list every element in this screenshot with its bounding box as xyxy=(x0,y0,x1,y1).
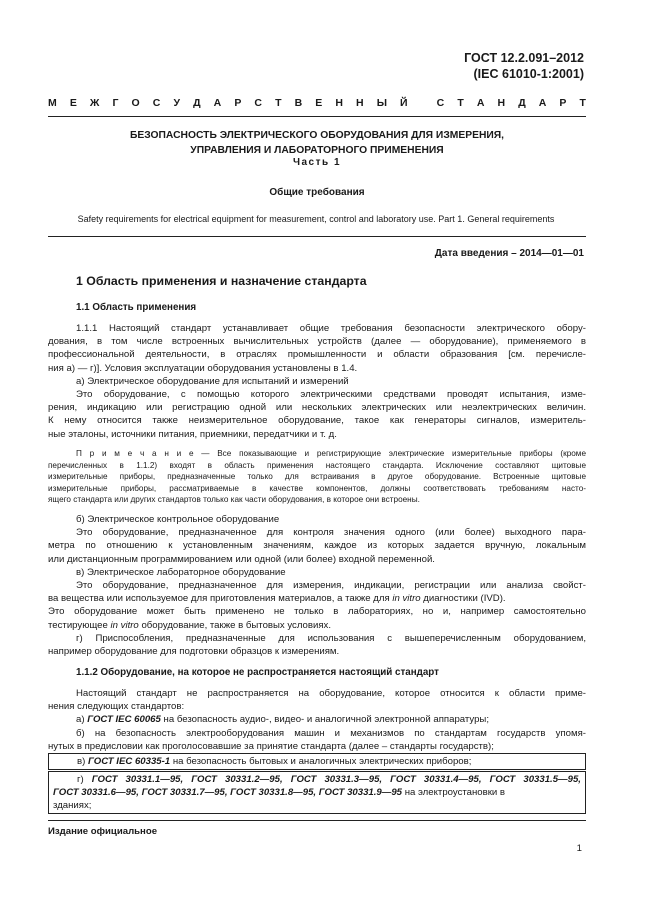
banner-letter: Р xyxy=(559,97,567,109)
edition-label: Издание официальное xyxy=(48,826,158,837)
note-line: ящего стандарта или других стандартов только как части оборудования, в которое они встроены. xyxy=(48,495,420,505)
text-line: 1.1.1 Настоящий стандарт устанавливает общие требования безопасности электрического обору- xyxy=(76,323,586,334)
text-line: например оборудование для подготовки образцов к измерениям. xyxy=(48,646,340,658)
title-rule xyxy=(48,236,586,237)
exclusion-v xyxy=(53,755,581,768)
standard-reference: ГОСТ 30331.1—95, ГОСТ 30331.2—95, ГОСТ 30331.3—95, ГОСТ 30331.4—95, ГОСТ 30331.5—95, xyxy=(91,774,581,785)
text-fragment: г) xyxy=(77,774,92,785)
standard-code-iec: (IEC 61010-1:2001) xyxy=(473,67,584,81)
banner-letter: Т xyxy=(579,97,586,109)
english-title: Safety requirements for electrical equipment for measurement, control and laboratory use. Part 1. General requirements xyxy=(77,214,555,224)
title-line: УПРАВЛЕНИЯ И ЛАБОРАТОРНОГО ПРИМЕНЕНИЯ xyxy=(190,145,444,156)
text-line: или дистанционным программированием или одной (или более) входной переменной. xyxy=(48,553,435,565)
exclusion-g xyxy=(53,773,581,786)
standard-code xyxy=(464,50,584,82)
exclusion-b: б) на безопасность электрооборудования машин и механизмов по стандартам государств упомя- xyxy=(76,727,586,739)
banner-gap xyxy=(421,97,424,109)
banner-letter: Т xyxy=(275,97,282,109)
standard-reference: ГОСТ IEC 60065 xyxy=(87,714,161,726)
text-fragment: а) xyxy=(76,714,88,726)
text-line: Это оборудование, предназначенное для измерения, индикации, регистрации или анализа свойст- xyxy=(76,580,586,592)
document-subtitle: Общие требования xyxy=(269,187,365,198)
text-fragment: на электроустановки в xyxy=(402,787,506,798)
list-item-v: в) Электрическое лабораторное оборудование xyxy=(76,566,286,578)
standard-reference: ГОСТ 30331.6—95, ГОСТ 30331.7—95, ГОСТ 30331.8—95, ГОСТ 30331.9—95 xyxy=(53,787,403,798)
introduction-date: Дата введения – 2014—01—01 xyxy=(434,248,584,259)
note-line: П р и м е ч а н и е — Все показывающие и регистрирующие электрические измерительные приборы (кроме xyxy=(76,449,586,458)
banner-letter: Ы xyxy=(376,97,387,109)
banner-letter: С xyxy=(254,97,262,109)
banner-letter: Н xyxy=(497,97,506,109)
section-heading: 1 Область применения и назначение стандарта xyxy=(76,274,367,288)
subsection-heading: 1.1.2 Оборудование, на которое не распространяется настоящий стандарт xyxy=(76,667,439,678)
text-fragment: на безопасность аудио-, видео- и аналогичной электронной аппаратуры; xyxy=(160,714,489,726)
banner-letter: Й xyxy=(400,97,408,109)
text-line: Это оборудование может быть применено не только в лабораториях, но и, например самостоятельно xyxy=(48,606,586,618)
banner-letter: Р xyxy=(234,97,242,109)
text-line xyxy=(48,619,586,632)
text-line: К нему относится также неизмерительное оборудование, такое как генераторы сигналов, измеритель- xyxy=(48,415,586,427)
banner-letter: С xyxy=(152,97,161,109)
text-fragment: диагностики (IVD). xyxy=(420,593,506,605)
text-line: Это оборудование, предназначенное для контроля значения одного (или более) выходного пара- xyxy=(76,527,586,539)
standard-banner xyxy=(48,97,586,109)
banner-letter: Е xyxy=(69,97,77,109)
banner-letter: Д xyxy=(518,97,526,109)
text-line: дования, в том числе встроенных вычислительных устройств (далее — оборудование), применяемого в xyxy=(48,336,586,348)
text-line: рения, индикацию или регистрацию одной или нескольких электрических или неэлектрических величин. xyxy=(48,402,586,414)
banner-letter: Т xyxy=(457,97,464,109)
banner-letter: Ж xyxy=(89,97,100,109)
text-line: ные эталоны, источники питания, приемники, передатчики и т. д. xyxy=(48,428,337,440)
banner-letter: У xyxy=(173,97,180,109)
standard-code-gost: ГОСТ 12.2.091–2012 xyxy=(464,51,584,65)
list-item-g: г) Приспособления, предназначенные для использования с вышеперечисленным оборудованием, xyxy=(76,632,586,644)
text-fragment: ва вещества или используемое для приготовления материалов, а также для xyxy=(48,593,393,605)
text-line: Настоящий стандарт не распространяется на оборудование, которое относится к области приме- xyxy=(76,688,586,699)
italic-term: in vitro xyxy=(110,619,139,631)
banner-letter: О xyxy=(131,97,140,109)
text-line: ния а) — г)]. Условия эксплуатации оборудования установлены в 1.4. xyxy=(48,362,358,374)
banner-letter: Г xyxy=(112,97,119,109)
text-fragment: в) xyxy=(77,756,88,767)
exclusion-v-box xyxy=(48,753,586,770)
banner-rule xyxy=(48,116,586,117)
part-label: Часть 1 xyxy=(292,157,342,168)
text-line xyxy=(53,786,581,799)
banner-letter: А xyxy=(538,97,547,109)
exclusion-a xyxy=(48,713,586,726)
banner-letter: Н xyxy=(356,97,364,109)
text-fragment: тестирующее xyxy=(48,619,111,631)
exclusion-g-box xyxy=(48,771,586,814)
subsection-heading: 1.1 Область применения xyxy=(76,302,197,313)
banner-letter: В xyxy=(294,97,303,109)
text-line: зданиях; xyxy=(53,800,92,811)
banner-letter: Е xyxy=(315,97,323,109)
text-fragment: оборудование, также в бытовых условиях. xyxy=(138,619,332,631)
note-line: измерительные приборы, предназначенные только для встраивания в другое оборудование. Встроенные щитовые xyxy=(48,472,586,482)
footer-rule xyxy=(48,820,586,821)
text-line: профессиональной деятельности, в отраслях промышленности и области образования [см. перечисле- xyxy=(48,349,586,361)
text-line xyxy=(48,592,586,605)
paragraph-b-v-g xyxy=(48,513,586,658)
page-number: 1 xyxy=(576,843,582,854)
banner-letter: А xyxy=(476,97,485,109)
note-block xyxy=(48,448,586,506)
banner-letter: Д xyxy=(193,97,201,109)
title-line: БЕЗОПАСНОСТЬ ЭЛЕКТРИЧЕСКОГО ОБОРУДОВАНИЯ ДЛЯ ИЗМЕРЕНИЯ, xyxy=(129,130,505,141)
text-line: нутых в предисловии как проголосовавшие за принятие стандарта (далее – стандарты государств); xyxy=(48,740,494,752)
standard-reference: ГОСТ IEC 60335-1 xyxy=(87,756,171,767)
italic-term: in vitro xyxy=(392,593,421,605)
text-line: Это оборудование, с помощью которого электрическими средствами проводят испытания, изме- xyxy=(76,389,586,401)
banner-letter: Н xyxy=(335,97,343,109)
banner-letter: М xyxy=(48,97,57,109)
note-line: перечисленных в 1.1.2) входят в область применения настоящего стандарта. Исключение составляют щитовые xyxy=(48,460,586,470)
text-line: нения следующих стандартов: xyxy=(48,701,185,713)
paragraph-1-1-1 xyxy=(48,322,586,441)
document-title xyxy=(48,128,586,158)
banner-letter: С xyxy=(436,97,445,109)
banner-letter: А xyxy=(213,97,222,109)
note-line: измерительные приборы, рассматриваемые в качестве компонентов, должны соответствовать требованиям насто- xyxy=(48,483,586,493)
list-item-b: б) Электрическое контрольное оборудование xyxy=(76,514,280,525)
text-line: метра по отношению к установленным значениям, каждое из которых задается вручную, локальным xyxy=(48,540,586,552)
text-fragment: на безопасность бытовых и аналогичных электрических приборов; xyxy=(170,756,472,767)
paragraph-1-1-2 xyxy=(48,687,586,753)
list-item-a: а) Электрическое оборудование для испытаний и измерений xyxy=(76,375,349,387)
